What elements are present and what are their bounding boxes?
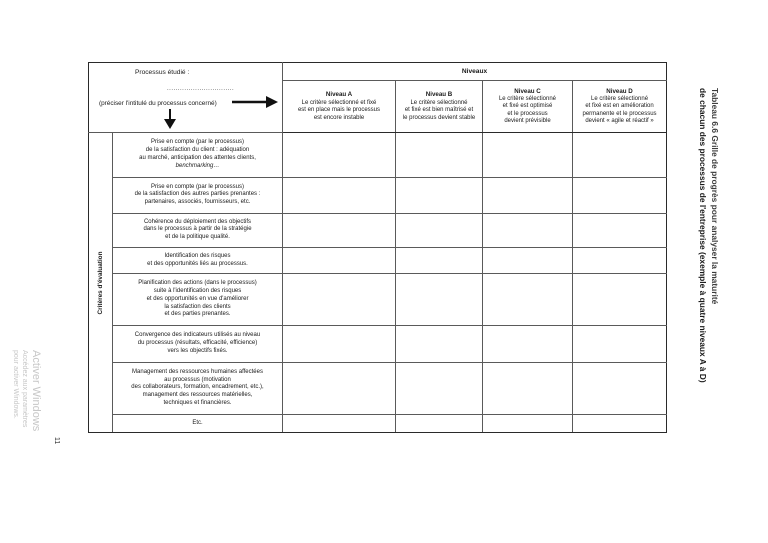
level-desc-line: Le critère sélectionné — [498, 95, 557, 102]
grid-cell — [283, 133, 396, 177]
process-label: Processus étudié : — [135, 69, 190, 76]
grid-cell — [396, 177, 483, 213]
criterion-line: Etc. — [192, 419, 203, 426]
criterion-line: benchmarking… — [175, 162, 220, 169]
grid-cell — [573, 414, 667, 432]
level-desc-line: est en place mais le processus — [297, 107, 381, 114]
criterion-line: au processus (motivation — [164, 376, 231, 383]
maturity-grid-table — [88, 62, 667, 433]
criterion-line: et de la politique qualité. — [165, 234, 230, 241]
criterion-cell — [113, 247, 283, 273]
process-header-cell — [89, 63, 283, 133]
criterion-line: Identification des risques — [164, 252, 231, 259]
arrow-down-icon — [163, 109, 177, 129]
level-desc-line: est encore instable — [313, 114, 365, 121]
grid-cell — [396, 362, 483, 414]
criterion-line: vers les objectifs fixés. — [167, 347, 228, 354]
criterion-line: et des opportunités liés au processus. — [147, 260, 248, 267]
watermark-title: Activer Windows — [30, 350, 42, 432]
criterion-cell — [113, 213, 283, 247]
grid-cell — [396, 213, 483, 247]
grid-cell — [573, 362, 667, 414]
criterion-line: techniques et financières. — [163, 399, 232, 406]
criterion-line: du processus (résultats, efficacité, efficience) — [137, 340, 258, 347]
level-desc-line: Le critère sélectionné — [591, 95, 649, 102]
criterion-line: et des opportunités en vue d'améliorer — [146, 295, 249, 302]
level-desc-line: Le critère sélectionné — [410, 99, 468, 106]
criterion-line: Convergence des indicateurs utilisés au niveau — [134, 332, 261, 339]
grid-cell — [283, 414, 396, 432]
grid-cell — [483, 326, 573, 362]
grid-cell — [283, 326, 396, 362]
grid-cell — [283, 177, 396, 213]
level-desc-line: et fixé est optimisé — [502, 103, 553, 110]
grid-cell — [396, 326, 483, 362]
table-caption — [680, 88, 720, 408]
grid-cell — [483, 274, 573, 326]
grid-cell — [283, 247, 396, 273]
grid-cell — [483, 177, 573, 213]
process-hint: (préciser l'intitulé du processus concerné) — [99, 100, 217, 107]
level-d-header — [573, 81, 667, 133]
grid-cell — [573, 213, 667, 247]
grid-cell — [283, 213, 396, 247]
criterion-cell — [113, 177, 283, 213]
criterion-line: partenaires, associés, fournisseurs, etc. — [144, 199, 251, 206]
grid-cell — [483, 362, 573, 414]
grid-cell — [283, 362, 396, 414]
grid-cell — [396, 274, 483, 326]
criterion-line: et des parties prenantes. — [164, 311, 231, 318]
grid-cell — [396, 414, 483, 432]
grid-cell — [573, 274, 667, 326]
grid-cell — [283, 274, 396, 326]
grid-cell — [483, 133, 573, 177]
criterion-cell — [113, 362, 283, 414]
level-c-header — [483, 81, 573, 133]
level-desc-line: devient « agile et réactif » — [585, 118, 654, 125]
criterion-line: de la satisfaction du client : adéquation — [145, 147, 250, 154]
grid-cell — [573, 326, 667, 362]
criterion-cell — [113, 414, 283, 432]
criterion-line: la satisfaction des clients — [164, 303, 231, 310]
grid-cell — [396, 247, 483, 273]
criterion-line: des collaborateurs, formation, encadrement, etc.), — [131, 384, 264, 391]
criterion-cell — [113, 274, 283, 326]
criterion-line: suite à l'identification des risques — [153, 288, 242, 295]
criterion-line: Cohérence du déploiement des objectifs — [143, 218, 252, 225]
niveaux-header — [283, 63, 667, 81]
grid-cell — [483, 213, 573, 247]
grid-cell — [573, 247, 667, 273]
process-name-blank: ............................... — [167, 86, 235, 92]
level-desc-line: et fixé est bien maîtrisé et — [404, 107, 474, 114]
criterion-line: au marché, anticipation des attentes clients, — [139, 154, 256, 161]
level-name: Niveau D — [606, 87, 633, 95]
caption-line-2: de chacun des processus de l'entreprise (exemple à quatre niveaux A à D) — [698, 88, 709, 383]
level-desc-line: devient prévisible — [504, 118, 551, 125]
level-name: Niveau A — [325, 91, 353, 99]
niveaux-title: Niveaux — [461, 67, 488, 75]
watermark-line: pour activer Windows. — [12, 350, 20, 419]
level-b-header — [396, 81, 483, 133]
grid-cell — [573, 133, 667, 177]
level-desc-line: permanente et le processus — [582, 110, 657, 117]
criteria-vertical-label-cell — [89, 133, 113, 433]
grid-cell — [396, 133, 483, 177]
level-a-header — [283, 81, 396, 133]
caption-line-1: Tableau 6.6 Grille de progrès pour analyser la maturité — [710, 88, 720, 305]
activate-windows-watermark — [11, 350, 42, 431]
criterion-line: Management des ressources humaines affectées — [132, 368, 263, 375]
criterion-line: Prise en compte (par le processus) — [150, 183, 245, 190]
level-desc-line: Le critère sélectionné et fixé — [301, 99, 377, 106]
grid-cell — [483, 414, 573, 432]
grid-cell — [483, 247, 573, 273]
level-name: Niveau B — [425, 91, 453, 99]
level-desc-line: le processus devient stable — [402, 114, 476, 121]
level-desc-line: et le processus — [507, 110, 548, 117]
criterion-line: Prise en compte (par le processus) — [150, 139, 245, 146]
arrow-right-icon — [232, 95, 278, 109]
criterion-cell — [113, 133, 283, 177]
criterion-line: Planification des actions (dans le processus) — [138, 280, 257, 287]
criteria-vertical-label: Critères d'évaluation — [96, 251, 104, 315]
criterion-line: dans le processus à partir de la stratégie — [143, 226, 252, 233]
watermark-line: Accédez aux paramètres — [21, 350, 29, 428]
level-desc-line: et fixé est en amélioration — [585, 103, 654, 110]
grid-cell — [573, 177, 667, 213]
page-number: 11 — [53, 437, 60, 445]
criterion-line: de la satisfaction des autres parties prenantes : — [134, 191, 261, 198]
criterion-cell — [113, 326, 283, 362]
criterion-line: management des ressources matérielles, — [142, 392, 253, 399]
level-name: Niveau C — [514, 87, 541, 95]
